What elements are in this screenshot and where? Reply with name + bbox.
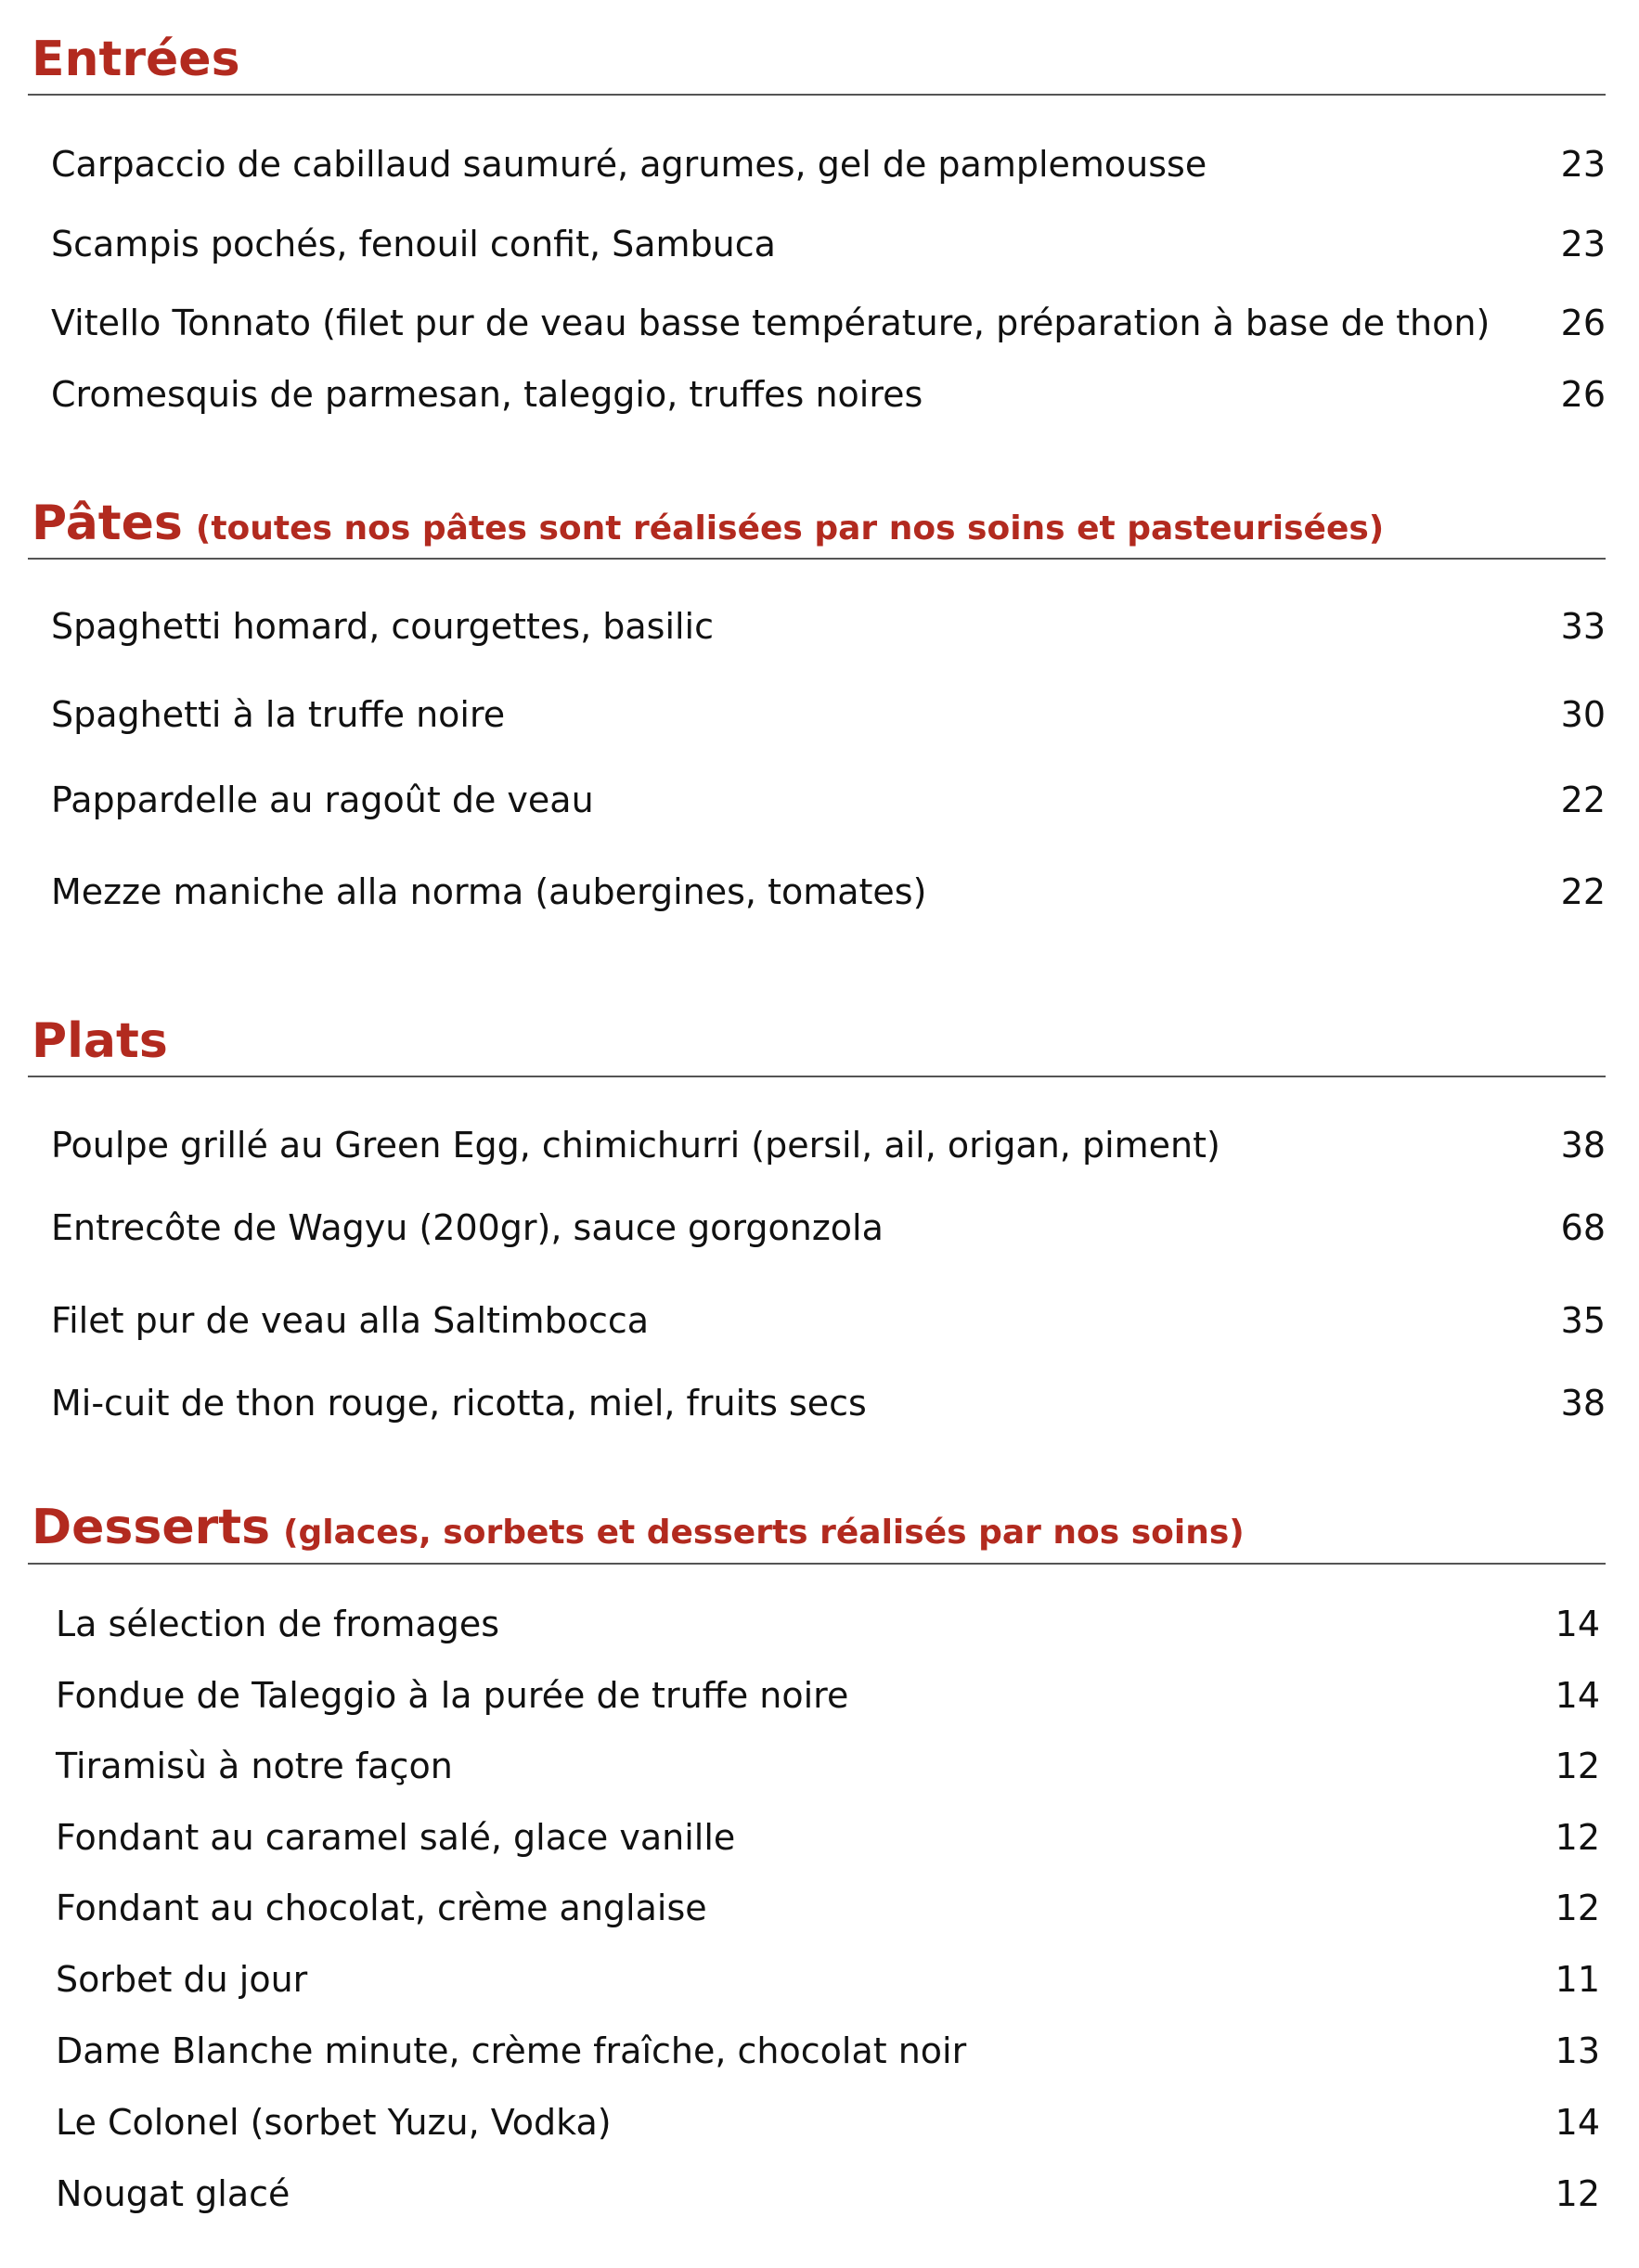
- dish-price: 14: [1555, 2102, 1600, 2143]
- dish-name: Vitello Tonnato (filet pur de veau basse température, préparation à base de thon): [51, 303, 1491, 343]
- section-title-entrees: [32, 32, 240, 87]
- menu-item: [51, 691, 1606, 738]
- dish-name: Mi-cuit de thon rouge, ricotta, miel, fruits secs: [51, 1383, 867, 1424]
- menu-item: [56, 2171, 1600, 2217]
- dish-name: Scampis pochés, fenouil confit, Sambuca: [51, 224, 776, 264]
- dish-name: Spaghetti homard, courgettes, basilic: [51, 606, 715, 647]
- menu-item: [56, 1814, 1600, 1861]
- dish-price: 14: [1555, 1604, 1600, 1644]
- section-title-desserts: [32, 1500, 1245, 1555]
- section-divider: [28, 558, 1606, 560]
- section-title-text: Pâtes: [32, 496, 183, 551]
- dish-price: 11: [1555, 1959, 1600, 2000]
- section-divider: [28, 1076, 1606, 1077]
- section-title-text: Desserts: [32, 1500, 271, 1555]
- section-divider: [28, 1563, 1606, 1565]
- dish-price: 12: [1555, 2173, 1600, 2214]
- section-title-plats: [32, 1013, 168, 1069]
- dish-price: 12: [1555, 1746, 1600, 1786]
- dish-price: 22: [1560, 871, 1606, 912]
- menu-item: [51, 371, 1606, 418]
- dish-name: Fondant au caramel salé, glace vanille: [56, 1817, 736, 1858]
- menu-item: [51, 300, 1606, 346]
- dish-price: 23: [1560, 144, 1606, 185]
- dish-name: Sorbet du jour: [56, 1959, 308, 2000]
- section-divider: [28, 94, 1606, 96]
- dish-name: Cromesquis de parmesan, taleggio, truffes noires: [51, 374, 923, 415]
- dish-name: Spaghetti à la truffe noire: [51, 694, 506, 735]
- dish-name: Entrecôte de Wagyu (200gr), sauce gorgonzola: [51, 1207, 884, 1248]
- menu-item: [51, 777, 1606, 823]
- dish-name: Filet pur de veau alla Saltimbocca: [51, 1300, 650, 1341]
- dish-name: La sélection de fromages: [56, 1604, 500, 1644]
- dish-price: 12: [1555, 1817, 1600, 1858]
- menu-item: [51, 603, 1606, 650]
- dish-price: 38: [1560, 1125, 1606, 1166]
- menu-item: [56, 2099, 1600, 2146]
- dish-price: 23: [1560, 224, 1606, 264]
- menu-item: [51, 221, 1606, 267]
- dish-price: 22: [1560, 780, 1606, 820]
- menu-item: [56, 1743, 1600, 1789]
- dish-price: 68: [1560, 1207, 1606, 1248]
- dish-price: 35: [1560, 1300, 1606, 1341]
- dish-name: Dame Blanche minute, crème fraîche, chocolat noir: [56, 2030, 967, 2071]
- dish-name: Fondue de Taleggio à la purée de truffe noire: [56, 1675, 849, 1716]
- section-title-text: Plats: [32, 1013, 168, 1069]
- menu-item: [51, 1380, 1606, 1426]
- dish-price: 12: [1555, 1888, 1600, 1928]
- dish-name: Fondant au chocolat, crème anglaise: [56, 1888, 707, 1928]
- menu-item: [56, 1672, 1600, 1719]
- menu-item: [56, 1885, 1600, 1931]
- dish-price: 38: [1560, 1383, 1606, 1424]
- menu-item: [51, 141, 1606, 187]
- section-title-text: Entrées: [32, 32, 240, 87]
- dish-price: 26: [1560, 303, 1606, 343]
- dish-price: 26: [1560, 374, 1606, 415]
- dish-name: Mezze maniche alla norma (aubergines, tomates): [51, 871, 927, 912]
- section-title-pates: [32, 496, 1385, 551]
- dish-name: Pappardelle au ragoût de veau: [51, 780, 594, 820]
- menu-item: [56, 1956, 1600, 2003]
- section-subtitle: (glaces, sorbets et desserts réalisés par nos soins): [283, 1514, 1245, 1552]
- dish-name: Tiramisù à notre façon: [56, 1746, 453, 1786]
- dish-name: Nougat glacé: [56, 2173, 290, 2214]
- dish-name: Poulpe grillé au Green Egg, chimichurri (persil, ail, origan, piment): [51, 1125, 1220, 1166]
- menu-item: [51, 1297, 1606, 1344]
- dish-name: Le Colonel (sorbet Yuzu, Vodka): [56, 2102, 612, 2143]
- section-subtitle: (toutes nos pâtes sont réalisées par nos soins et pasteurisées): [195, 509, 1385, 548]
- menu-item: [51, 1205, 1606, 1251]
- menu-item: [51, 1122, 1606, 1168]
- menu-item: [51, 869, 1606, 915]
- dish-price: 14: [1555, 1675, 1600, 1716]
- menu-item: [56, 2028, 1600, 2074]
- dish-name: Carpaccio de cabillaud saumuré, agrumes, gel de pamplemousse: [51, 144, 1207, 185]
- menu-item: [56, 1601, 1600, 1647]
- dish-price: 30: [1560, 694, 1606, 735]
- dish-price: 13: [1555, 2030, 1600, 2071]
- dish-price: 33: [1560, 606, 1606, 647]
